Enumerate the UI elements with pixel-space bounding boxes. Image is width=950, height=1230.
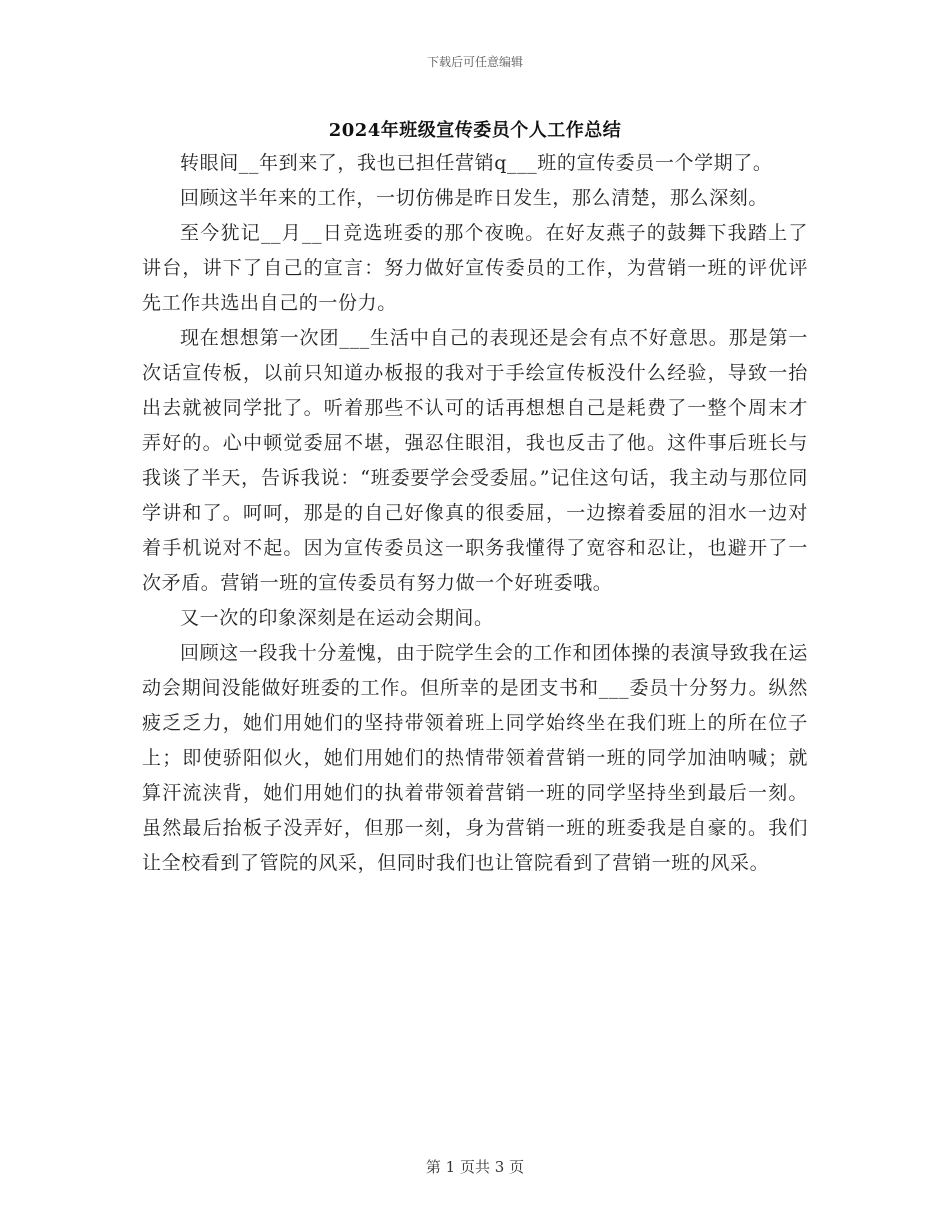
document-title: 2024年班级宣传委员个人工作总结 (328, 120, 622, 141)
paragraph-6: 回顾这一段我十分羞愧，由于院学生会的工作和团体操的表演导致我在运动会期间没能做好班委的工作。但所幸的是团支书和___委员十分努力。纵然疲乏乏力，她们用她们的坚持带领着班上同学始终坐在我们班上的所在位子上；即使骄阳似火，她们用她们的热情带领着营销一班的同学加油呐喊；就算汗流浃背，她们用她们的执着带领着营销一班的同学坚持坐到最后一刻。虽然最后抬板子没弄好，但那一刻，身为营销一班的班委我是自豪的。我们让全校看到了管院的风采，但同时我们也让管院看到了营销一班的风采。 (142, 642, 808, 874)
paragraph-1: 转眼间__年到来了，我也已担任营销q___班的宣传委员一个学期了。 (180, 152, 773, 174)
paragraph-4: 现在想想第一次团___生活中自己的表现还是会有点不好意思。那是第一次话宣传板，以前只知道办板报的我对于手绘宣传板没什么经验，导致一抬出去就被同学批了。听着那些不认可的话再想想自己是耗费了一整个周末才弄好的。心中顿觉委屈不堪，强忍住眼泪，我也反击了他。这件事后班长与我谈了半天，告诉我说：“班委要学会受委屈。”记住这句话，我主动与那位同学讲和了。呵呵，那是的自己好像真的很委屈，一边擦着委屈的泪水一边对着手机说对不起。因为宣传委员这一职务我懂得了宽容和忍让，也避开了一次矛盾。营销一班的宣传委员有努力做一个好班委哦。 (142, 327, 808, 594)
header-note: 下载后可任意编辑 (426, 55, 523, 69)
paragraph-5: 又一次的印象深刻是在运动会期间。 (180, 607, 494, 629)
document-body (142, 146, 808, 881)
paragraph-2: 回顾这半年来的工作，一切仿佛是昨日发生，那么清楚，那么深刻。 (180, 187, 769, 209)
paragraph-3: 至今犹记__月__日竞选班委的那个夜晚。在好友燕子的鼓舞下我踏上了讲台，讲下了自己的宣言：努力做好宣传委员的工作，为营销一班的评优评先工作共选出自己的一份力。 (142, 222, 808, 314)
page-footer: 第 1 页共 3 页 (425, 1158, 525, 1176)
